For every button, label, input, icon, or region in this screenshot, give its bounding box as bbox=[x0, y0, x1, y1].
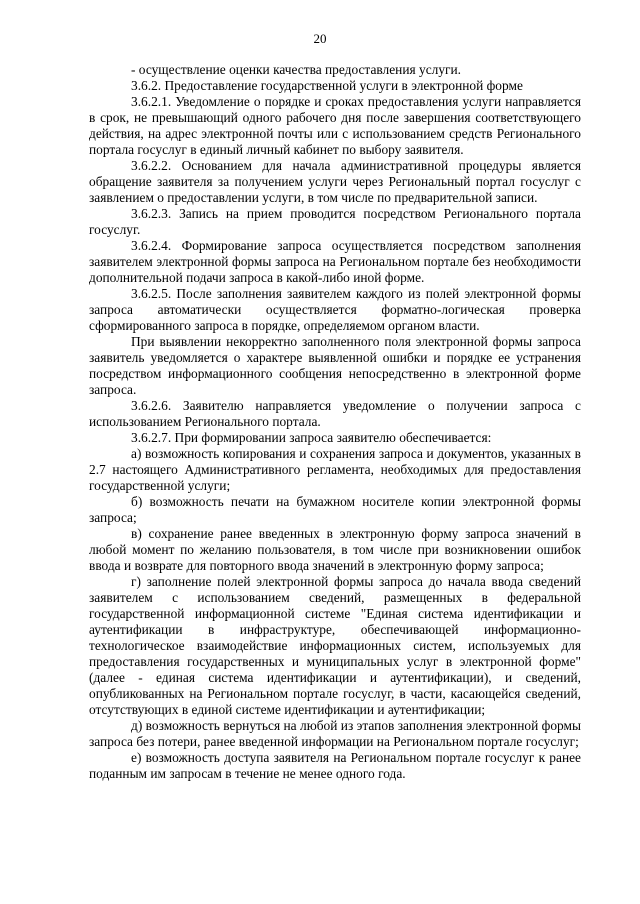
paragraph: - осуществление оценки качества предоставления услуги. bbox=[131, 62, 462, 77]
paragraph: 3.6.2.5. После заполнения заявителем каждого из полей электронной формы запроса автоматически осуществляется форматно-логическая проверка сформированного запроса в порядке, определяемом органом власти. bbox=[89, 286, 581, 333]
paragraph: д) возможность вернуться на любой из этапов заполнения электронной формы запроса без потери, ранее введенной информации на Региональном портале госуслуг; bbox=[89, 718, 581, 749]
paragraph: е) возможность доступа заявителя на Региональном портале госуслуг к ранее поданным им запросам в течение не менее одного года. bbox=[89, 750, 581, 781]
paragraph: г) заполнение полей электронной формы запроса до начала ввода сведений заявителем с использованием сведений, размещенных в федеральной государственной информационной системе "Единая система идентификации и аутентификации в инфраструктуре, обеспечивающей информационно-технологическое взаимодействие информационных систем, используемых для предоставления государственных и муниципальных услуг в электронной форме" (далее - единая система идентификации и аутентификации), и сведений, опубликованных на Региональном портале госуслуг, в части, касающейся сведений, отсутствующих в единой системе идентификации и аутентификации; bbox=[89, 574, 581, 717]
paragraph: 3.6.2.3. Запись на прием проводится посредством Регионального портала госуслуг. bbox=[89, 206, 581, 237]
document-body bbox=[89, 62, 581, 782]
paragraph: 3.6.2.7. При формировании запроса заявителю обеспечивается: bbox=[131, 430, 492, 445]
paragraph: в) сохранение ранее введенных в электронную форму запроса значений в любой момент по желанию пользователя, в том числе при возникновении ошибок ввода и возврате для повторного ввода значений в электронную форму запроса; bbox=[89, 526, 581, 573]
paragraph: 3.6.2.2. Основанием для начала административной процедуры является обращение заявителя за получением услуги через Региональный портал госуслуг с заявлением о предоставлении услуги, в том числе по предварительной записи. bbox=[89, 158, 581, 205]
paragraph: 3.6.2. Предоставление государственной услуги в электронной форме bbox=[131, 78, 523, 93]
paragraph: 3.6.2.1. Уведомление о порядке и сроках предоставления услуги направляется в срок, не превышающий одного рабочего дня после завершения соответствующего действия, на адрес электронной почты или с использованием средств Регионального портала госуслуг в единый личный кабинет по выбору заявителя. bbox=[89, 94, 581, 157]
paragraph: б) возможность печати на бумажном носителе копии электронной формы запроса; bbox=[89, 494, 581, 525]
paragraph: 3.6.2.4. Формирование запроса осуществляется посредством заполнения заявителем электронной формы запроса на Региональном портале без необходимости дополнительной подачи запроса в какой-либо иной форме. bbox=[89, 238, 581, 285]
paragraph: а) возможность копирования и сохранения запроса и документов, указанных в 2.7 настоящего Административного регламента, необходимых для предоставления государственной услуги; bbox=[89, 446, 581, 493]
paragraph: 3.6.2.6. Заявителю направляется уведомление о получении запроса с использованием Регионального портала. bbox=[89, 398, 581, 429]
paragraph: При выявлении некорректно заполненного поля электронной формы запроса заявитель уведомляется о характере выявленной ошибки и порядке ее устранения посредством информационного сообщения непосредственно в электронной форме запроса. bbox=[89, 334, 581, 397]
page-number: 20 bbox=[313, 31, 327, 46]
